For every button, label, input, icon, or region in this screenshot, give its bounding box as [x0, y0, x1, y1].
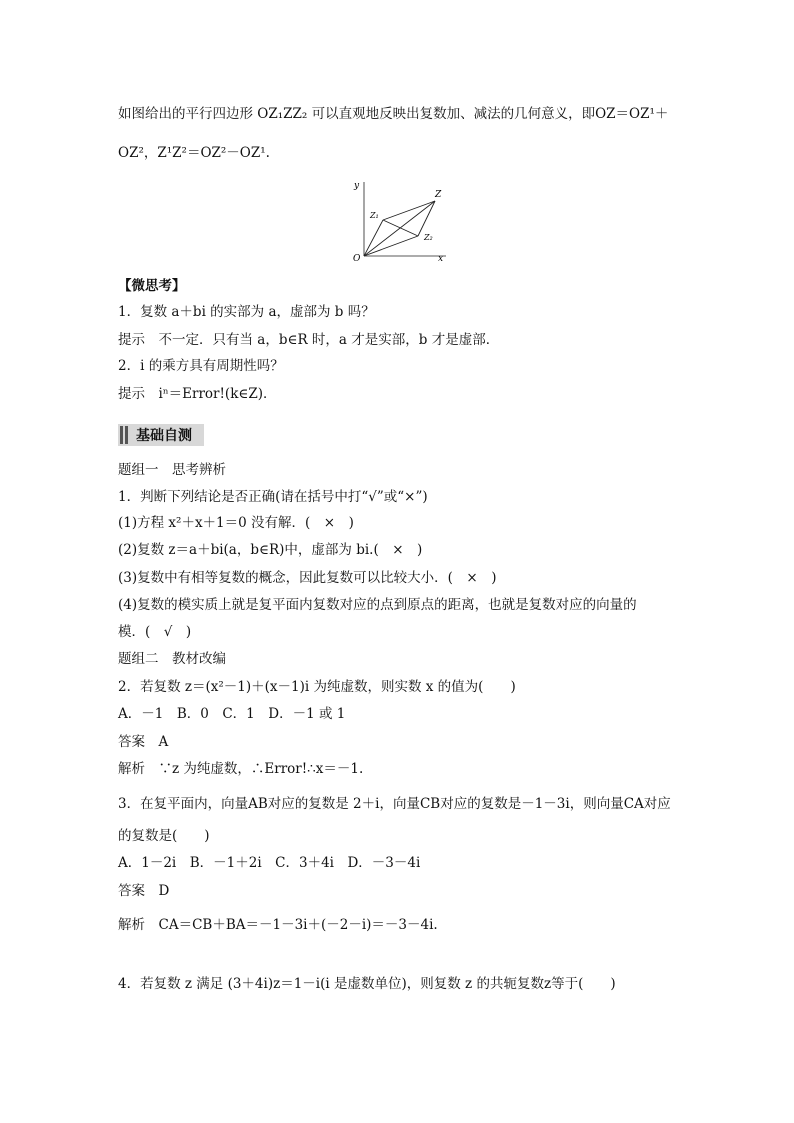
question-3-analysis: 解析 CA＝CB＋BA＝－1－3i＋(－2－i)＝－3－4i.	[118, 917, 438, 933]
group1-statement-4a: (4)复数的模实质上就是复平面内复数对应的点到原点的距离，也就是复数对应的向量的	[118, 597, 637, 613]
question-3-answer: 答案 D	[118, 883, 170, 899]
intro-line-1: 如图给出的平行四边形 OZ₁ZZ₂ 可以直观地反映出复数加、减法的几何意义，即OZ＝OZ¹＋	[118, 106, 669, 122]
origin-label: O	[353, 254, 361, 262]
micro-think-q1: 1．复数 a＋bi 的实部为 a，虚部为 b 吗？	[118, 304, 375, 320]
question-2-answer: 答案 A	[118, 734, 169, 750]
group1-statement-2: (2)复数 z＝a＋bi(a，b∈R)中，虚部为 bi.( × )	[118, 542, 423, 558]
question-3-options: A．1－2i B．－1＋2i C．3＋4i D．－3－4i	[118, 855, 421, 871]
point-z1-label: Z₁	[370, 211, 379, 220]
point-z2-label: Z₂	[424, 233, 433, 242]
micro-think-q2: 2．i 的乘方具有周期性吗？	[118, 358, 284, 374]
group1-statement-1: (1)方程 x²＋x＋1＝0 没有解．( × )	[118, 515, 354, 531]
intro-line-2: OZ²，Z¹Z²＝OZ²－OZ¹.	[118, 145, 270, 161]
parallelogram-diagram	[350, 180, 450, 262]
group2-heading: 题组二 教材改编	[118, 651, 226, 667]
axis-x-label: x	[438, 254, 444, 262]
question-4: 4．若复数 z 满足 (3＋4i)z＝1－i(i 是虚数单位)，则复数 z 的共轭复数z等于( )	[118, 976, 616, 992]
micro-think-a2: 提示 iⁿ＝Error!(k∈Z)．	[118, 386, 277, 402]
group1-heading: 题组一 思考辨析	[118, 462, 226, 478]
micro-think-heading: 【微思考】	[118, 278, 186, 294]
question-3-line-2: 的复数是( )	[118, 828, 210, 844]
axis-y-label: y	[354, 181, 360, 191]
group1-statement-3: (3)复数中有相等复数的概念，因此复数可以比较大小．( × )	[118, 570, 497, 586]
micro-think-a1: 提示 不一定．只有当 a，b∈R 时，a 才是实部，b 才是虚部．	[118, 332, 500, 348]
question-2-analysis: 解析 ∵z 为纯虚数，∴Error!∴x＝－1.	[118, 761, 364, 777]
group1-question-1: 1．判断下列结论是否正确(请在括号中打“√”或“×”)	[118, 489, 428, 505]
group1-statement-4b: 模．( √ )	[118, 624, 192, 640]
section-title: 基础自测	[136, 428, 192, 444]
section-bar	[118, 424, 204, 446]
question-2-options: A．－1 B．0 C．1 D．－1 或 1	[118, 706, 346, 722]
question-3-line-1: 3．在复平面内，向量AB对应的复数是 2＋i，向量CB对应的复数是－1－3i，则向量CA对应	[118, 796, 671, 812]
point-z-label: Z	[435, 190, 442, 200]
question-2: 2．若复数 z＝(x²－1)＋(x－1)i 为纯虚数，则实数 x 的值为( )	[118, 679, 516, 695]
